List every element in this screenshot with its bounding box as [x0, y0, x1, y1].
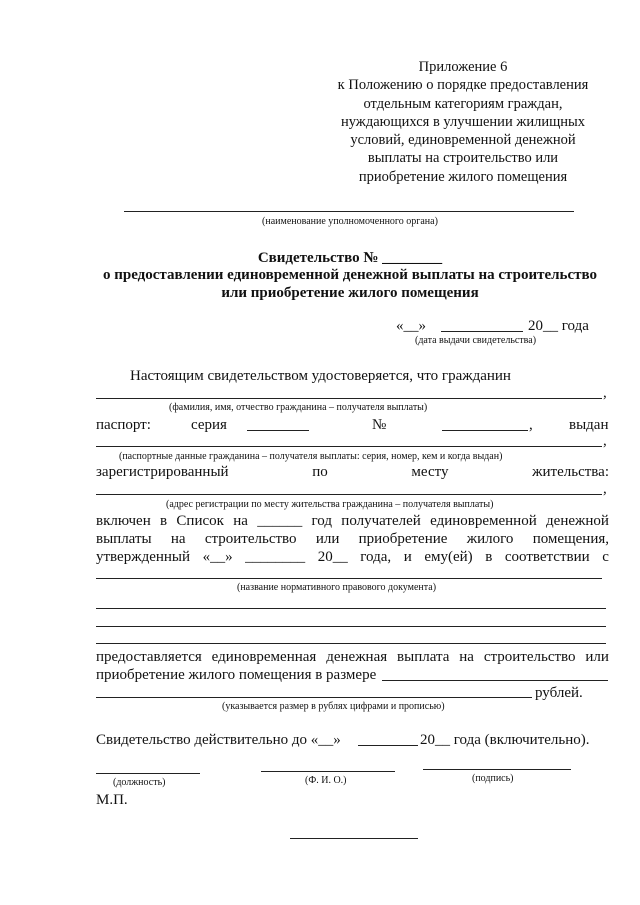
list-word: с	[602, 549, 609, 565]
grant-currency: рублей.	[535, 685, 583, 701]
amount-line-1[interactable]	[382, 680, 608, 681]
appendix-line-3: отдельным категориям граждан,	[363, 95, 563, 112]
registration-word: месту	[411, 464, 449, 480]
list-word: жилого	[466, 531, 514, 547]
issue-month-line[interactable]	[441, 331, 523, 332]
list-word: на	[233, 513, 248, 529]
bottom-line	[290, 838, 418, 839]
title-line-1: Свидетельство № ________	[257, 250, 443, 266]
normative-line-2[interactable]	[96, 608, 606, 609]
list-word: ему(ей)	[424, 549, 473, 565]
normative-line-3[interactable]	[96, 626, 606, 627]
list-line-3	[96, 548, 609, 567]
authority-line[interactable]	[124, 211, 574, 212]
amount-line-2[interactable]	[96, 697, 532, 698]
list-day-blank[interactable]: «__»	[202, 549, 233, 565]
fio-line[interactable]	[96, 398, 602, 399]
list-word: в	[485, 549, 493, 565]
list-word: утвержденный	[96, 549, 191, 565]
address-line[interactable]	[96, 494, 602, 495]
passport-details-line[interactable]	[96, 446, 602, 447]
appendix-line-6: выплаты на строительство или	[367, 150, 559, 167]
registration-row	[96, 463, 609, 482]
authority-caption: (наименование уполномоченного органа)	[262, 216, 438, 227]
list-month-blank[interactable]: ________	[245, 549, 306, 565]
normative-caption: (название нормативного правового документа)	[237, 582, 437, 593]
list-word: выплаты	[96, 531, 152, 547]
signature-line[interactable]	[423, 769, 571, 770]
grant-word: денежная	[326, 649, 388, 665]
issue-year: 20__ года	[528, 318, 589, 334]
list-word: приобретение	[358, 531, 448, 547]
list-word: получателей	[341, 513, 421, 529]
intro-text: Настоящим свидетельством удостоверяется, что гражданин	[130, 368, 511, 384]
appendix-header	[328, 58, 598, 186]
passport-issued-label: выдан	[569, 417, 609, 433]
title-line-3: или приобретение жилого помещения	[221, 285, 479, 301]
registration-word: зарегистрированный	[96, 464, 229, 480]
passport-number-label: №	[372, 417, 387, 433]
list-line-2	[96, 530, 609, 549]
list-line-1	[96, 512, 609, 531]
list-word: единовременной	[430, 513, 537, 529]
list-word: денежной	[546, 513, 609, 529]
validity-text: Свидетельство действительно до «__»	[96, 732, 341, 748]
passport-series-label: серия	[191, 417, 227, 433]
grant-word: единовременная	[211, 649, 317, 665]
normative-line[interactable]	[96, 578, 602, 579]
passport-caption: (паспортные данные гражданина – получателя выплаты: серия, номер, кем и когда выдан)	[119, 451, 503, 462]
title-line-2: о предоставлении единовременной денежной выплаты на строительство	[102, 267, 597, 283]
list-word: в	[160, 513, 168, 529]
list-word: включен	[96, 513, 151, 529]
validity-month-line[interactable]	[358, 745, 418, 746]
appendix-line-5: условий, единовременной денежной	[350, 132, 576, 149]
list-word: на	[170, 531, 186, 547]
fio-sign-caption: (Ф. И. О.)	[305, 775, 347, 786]
issue-date-caption: (дата выдачи свидетельства)	[415, 335, 537, 346]
passport-number-line[interactable]	[442, 430, 528, 431]
appendix-line-1: Приложение 6	[418, 59, 508, 75]
grant-word: или	[585, 649, 609, 665]
list-word: Список	[176, 513, 224, 529]
list-year-blank[interactable]: ______	[257, 513, 303, 529]
grant-line-2: приобретение жилого помещения в размере	[96, 667, 377, 683]
position-caption: (должность)	[113, 777, 166, 788]
amount-caption: (указывается размер в рублях цифрами и прописью)	[222, 701, 445, 712]
passport-details-comma: ,	[603, 433, 607, 449]
list-word: соответствии	[504, 549, 590, 565]
stamp-label: М.П.	[96, 792, 128, 808]
list-year-blank[interactable]: 20__	[317, 549, 348, 565]
list-word: года,	[360, 549, 392, 565]
validity-year: 20__ года (включительно).	[420, 732, 590, 748]
signature-caption: (подпись)	[472, 773, 514, 784]
grant-word: выплата	[397, 649, 450, 665]
grant-line-1	[96, 648, 609, 667]
grant-word: предоставляется	[96, 649, 202, 665]
registration-word: по	[312, 464, 328, 480]
list-word: или	[315, 531, 340, 547]
passport-series-line[interactable]	[247, 430, 309, 431]
passport-comma: ,	[529, 417, 533, 433]
grant-word: на	[459, 649, 474, 665]
appendix-line-2: к Положению о порядке предоставления	[337, 77, 589, 94]
passport-label: паспорт:	[96, 417, 151, 433]
fio-sign-line[interactable]	[261, 771, 395, 772]
appendix-line-4: нуждающихся в улучшении жилищных	[340, 113, 586, 130]
address-comma: ,	[603, 481, 607, 497]
appendix-line-7: приобретение жилого помещения	[358, 168, 568, 185]
grant-word: строительство	[483, 649, 576, 665]
list-word: строительство	[204, 531, 297, 547]
normative-line-4[interactable]	[96, 643, 606, 644]
list-word: год	[311, 513, 332, 529]
address-caption: (адрес регистрации по месту жительства гражданина – получателя выплаты)	[166, 499, 494, 510]
position-line[interactable]	[96, 773, 200, 774]
issue-day: «__»	[396, 318, 426, 334]
registration-word: жительства:	[532, 464, 609, 480]
fio-caption: (фамилия, имя, отчество гражданина – получателя выплаты)	[169, 402, 428, 413]
fio-comma: ,	[603, 385, 607, 401]
list-word: помещения,	[532, 531, 609, 547]
list-word: и	[403, 549, 412, 565]
